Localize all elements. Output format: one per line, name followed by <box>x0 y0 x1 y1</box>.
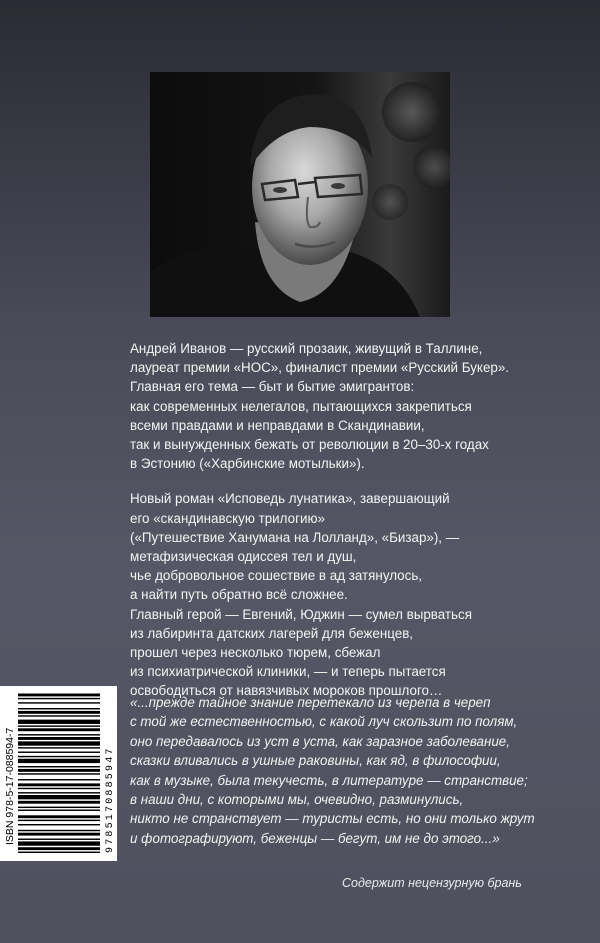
barcode-bar <box>18 839 100 840</box>
barcode-bar <box>18 847 100 850</box>
synopsis-line: а найти путь обратно всё сложнее. <box>130 587 348 603</box>
barcode-bar <box>18 824 100 825</box>
author-portrait-image <box>150 72 450 317</box>
book-quote <box>130 693 560 848</box>
barcode-bar <box>18 728 100 731</box>
barcode-bar <box>18 830 100 831</box>
synopsis-line: метафизическая одиссея тел и душ, <box>130 549 357 565</box>
synopsis-line: освободиться от навязчивых мороков прошлого… <box>130 683 443 699</box>
isbn-text: ISBN 978-5-17-088594-7 <box>4 727 16 845</box>
barcode-digits: 9785170885947 <box>105 746 116 853</box>
barcode-bar <box>18 759 100 763</box>
barcode-bar <box>18 698 100 699</box>
barcode-bar <box>18 833 100 836</box>
bio-line: Главная его тема — быт и бытие эмигрантов: <box>130 379 415 395</box>
barcode-bars <box>18 694 100 854</box>
barcode-bar <box>18 841 100 845</box>
profanity-warning: Содержит нецензурную брань <box>342 876 522 890</box>
barcode-bar <box>18 725 100 726</box>
quote-line: сказки вливались в ушные раковины, как яд, в философии, <box>130 753 501 769</box>
quote-line: с той же естественностью, с какой луч скользит по полям, <box>130 714 518 730</box>
barcode-bar <box>18 741 100 745</box>
barcode-bar <box>18 810 100 811</box>
barcode-bar <box>18 773 100 774</box>
author-photo <box>150 72 450 317</box>
barcode-bar <box>18 711 100 714</box>
barcode-bar <box>18 820 100 821</box>
barcode-bar <box>18 769 100 772</box>
synopsis-line: прошел через несколько тюрем, сбежал <box>130 645 381 661</box>
quote-line: оно передавалось из уст в уста, как заразное заболевание, <box>130 733 510 749</box>
synopsis-line: чье добровольное сошествие в ад затянулось, <box>130 568 423 584</box>
barcode-bar <box>18 708 100 709</box>
barcode-bar <box>18 788 100 789</box>
quote-line: в наши дни, с которыми мы, очевидно, разминулись, <box>130 792 464 808</box>
barcode-bar <box>18 715 100 716</box>
barcode-bar <box>18 734 100 735</box>
barcode-bar <box>18 756 100 757</box>
bio-line: Андрей Иванов — русский прозаик, живущий в Таллине, <box>130 341 483 356</box>
quote-line: никто не странствует — туристы есть, но они только жрут <box>130 811 535 827</box>
synopsis-line: его «скандинавскую трилогию» <box>130 510 325 526</box>
synopsis-line: Новый роман «Исповедь лунатика», завершающий <box>130 491 450 507</box>
bio-line: всеми правдами и неправдами в Скандинавии, <box>130 417 425 433</box>
barcode-graphic <box>0 686 117 861</box>
bio-line: в Эстонию («Харбинские мотыльки»). <box>130 456 365 472</box>
barcode-bar <box>18 852 100 853</box>
synopsis-line: («Путешествие Ханумана на Лолланд», «Бизар»), — <box>130 529 460 545</box>
barcode-bar <box>18 807 100 808</box>
synopsis-line: из психиатрической клиники, — и теперь пытается <box>130 664 446 680</box>
barcode-bar <box>18 720 100 724</box>
synopsis-line: Главный герой — Евгений, Юджин — сумел вырваться <box>130 606 472 622</box>
barcode-bar <box>18 694 100 697</box>
barcode-bar <box>18 795 100 799</box>
quote-line: «...прежде тайное знание перетекало из черепа в череп <box>130 695 491 710</box>
barcode-bar <box>18 779 100 780</box>
bio-line: так и вынужденных бежать от революции в 20–30-х годах <box>130 437 489 453</box>
barcode-bar <box>18 815 100 818</box>
barcode-bar <box>18 747 100 748</box>
paragraph-gap <box>130 473 550 489</box>
bio-line: как современных нелегалов, пытающихся закрепиться <box>130 398 472 414</box>
quote-line: и фотографируют, беженцы — бегут, им не до этого...» <box>130 830 500 846</box>
bio-line: лауреат премии «НОС», финалист премии «Русский Букер». <box>130 360 510 376</box>
barcode-bar <box>18 792 100 793</box>
synopsis-line: из лабиринта датских лагерей для беженцев, <box>130 625 414 641</box>
barcode-bar <box>18 702 100 703</box>
barcode-bar <box>18 766 100 767</box>
barcode-bar <box>18 783 100 786</box>
quote-line: как в музыке, была текучесть, в литературе — странствие; <box>130 772 528 788</box>
barcode-bar <box>18 737 100 740</box>
author-bio <box>130 339 550 701</box>
barcode-bar <box>18 752 100 753</box>
isbn-barcode <box>0 686 117 861</box>
barcode-bar <box>18 801 100 804</box>
